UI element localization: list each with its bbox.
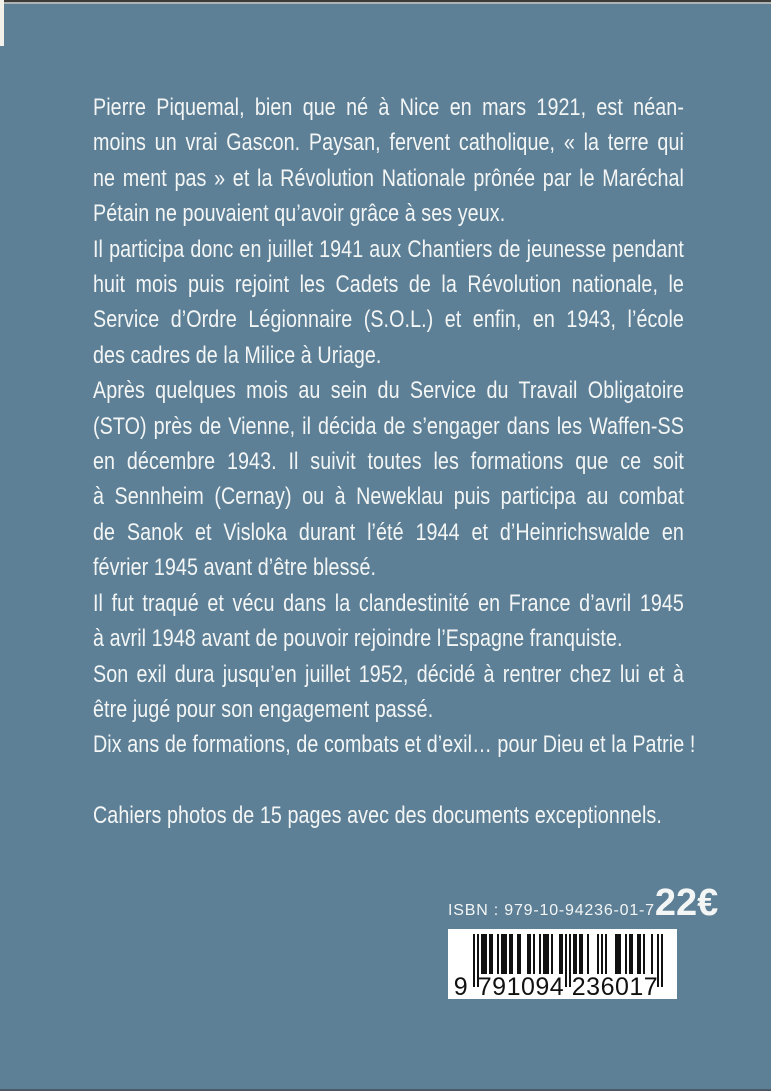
text-line: de Sanok et Visloka durant l’été 1944 et d’Heinrichswalde en: [93, 518, 684, 546]
text-line: (STO) près de Vienne, il décida de s’engager dans les Waffen-SS: [93, 412, 684, 440]
ean13-barcode: [448, 929, 677, 999]
text-line: en décembre 1943. Il suivit toutes les formations que ce soit: [93, 448, 684, 476]
isbn-price-block: [448, 882, 719, 999]
text-line: être jugé pour son engagement passé.: [93, 695, 434, 723]
text-line: Service d’Ordre Légionnaire (S.O.L.) et enfin, en 1943, l’école: [93, 306, 684, 334]
paragraph: [93, 798, 684, 833]
text-line: Il participa donc en juillet 1941 aux Chantiers de jeunesse pendant: [93, 235, 684, 263]
isbn-row: [448, 882, 719, 924]
scan-artifact-top-light: [0, 2, 771, 4]
paragraph: [93, 586, 684, 657]
text-line: Il fut traqué et vécu dans la clandestinité en France d’avril 1945: [93, 589, 684, 617]
barcode-panel: [448, 929, 677, 999]
text-line: huit mois puis rejoint les Cadets de la Révolution nationale, le: [93, 271, 684, 299]
text-line: à Sennheim (Cernay) ou à Neweklau puis participa au combat: [93, 483, 684, 511]
scan-artifact-corner: [0, 0, 4, 46]
text-line: moins un vrai Gascon. Paysan, fervent catholique, « la terre qui: [93, 129, 684, 157]
paragraph: [93, 727, 696, 762]
text-line: février 1945 avant d’être blessé.: [93, 554, 377, 582]
text-line: Son exil dura jusqu’en juillet 1952, décidé à rentrer chez lui et à: [93, 660, 684, 688]
text-line: Pétain ne pouvaient qu’avoir grâce à ses yeux.: [93, 200, 506, 228]
barcode-digits: 9: [453, 973, 469, 999]
text-line: Pierre Piquemal, bien que né à Nice en mars 1921, est néan-: [93, 94, 684, 121]
text-line: ne ment pas » et la Révolution Nationale prônée par le Maréchal: [93, 164, 684, 192]
text-line: à avril 1948 avant de pouvoir rejoindre l’Espagne franquiste.: [93, 625, 623, 653]
text-line: Dix ans de formations, de combats et d’exil… pour Dieu et la Patrie !: [93, 731, 696, 759]
barcode-digits: 236017: [571, 973, 659, 999]
text-line: Cahiers photos de 15 pages avec des documents exceptionnels.: [93, 802, 662, 830]
text-line: des cadres de la Milice à Uriage.: [93, 341, 382, 369]
text-line: Après quelques mois au sein du Service du Travail Obligatoire: [93, 377, 684, 405]
paragraph: [93, 657, 684, 728]
synopsis: [93, 90, 696, 834]
price-label: 22€: [654, 882, 719, 924]
paragraph: [93, 373, 684, 585]
isbn-label: ISBN : 979-10-94236-01-7: [448, 902, 655, 919]
barcode-digits: 791094: [477, 973, 565, 999]
paragraph: [93, 90, 684, 232]
paragraph: [93, 232, 684, 374]
